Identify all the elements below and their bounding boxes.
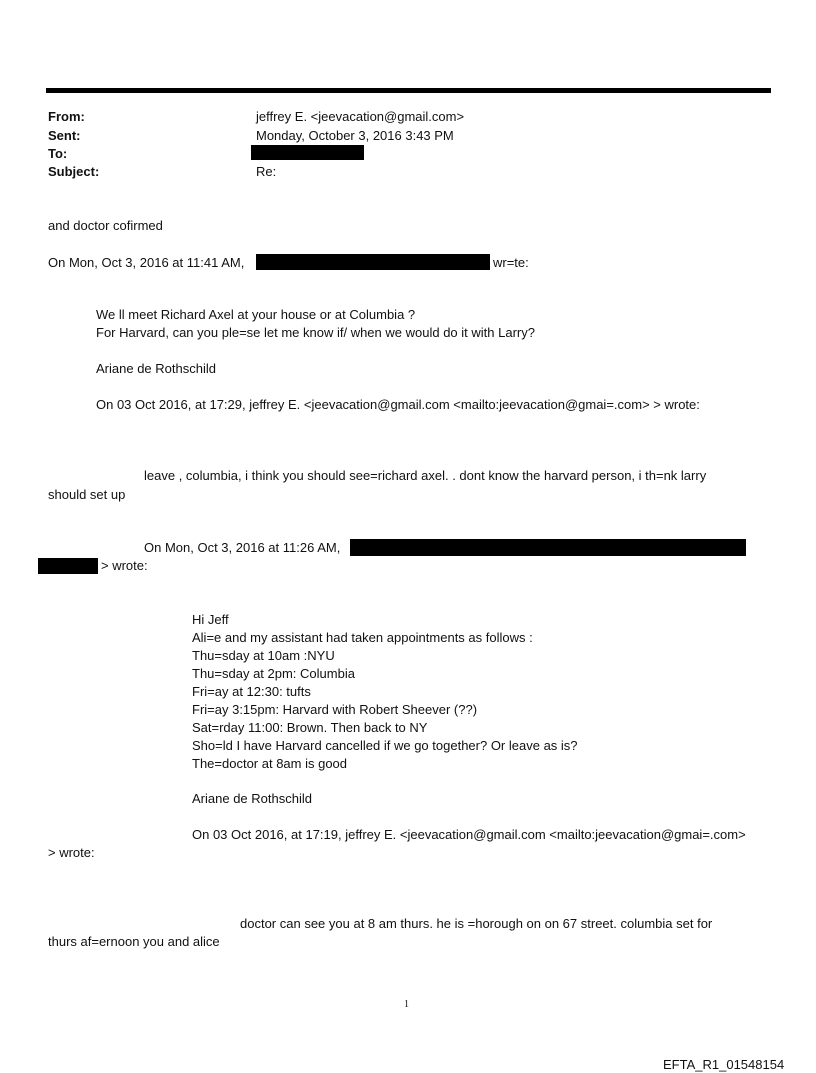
quote-line: The=doctor at 8am is good [192, 756, 348, 771]
quote-line: Fri=ay 3:15pm: Harvard with Robert Sheever (??) [192, 702, 478, 717]
quote-intro-cont: > wrote: [101, 558, 148, 573]
to-label: To: [48, 146, 68, 161]
quote-line: For Harvard, can you ple=se let me know if/ when we would do it with Larry? [96, 325, 535, 340]
quote-line: Fri=ay at 12:30: tufts [192, 684, 311, 699]
quote-line: Thu=sday at 2pm: Columbia [192, 666, 355, 681]
quote-line: Hi Jeff [192, 612, 229, 627]
document-id: EFTA_R1_01548154 [663, 1057, 785, 1072]
quote-line: should set up [48, 487, 126, 502]
from-value: jeffrey E. <jeevacation@gmail.com> [256, 109, 465, 124]
quote-line: Ali=e and my assistant had taken appointments as follows : [192, 630, 533, 645]
quote-line: leave , columbia, i think you should see=richard axel. . dont know the harvard person, i th=nk larry [144, 468, 707, 483]
subject-value: Re: [256, 164, 277, 179]
subject-label: Subject: [48, 164, 100, 179]
quote-line: thurs af=ernoon you and alice [48, 934, 220, 949]
sent-label: Sent: [48, 128, 81, 143]
from-label: From: [48, 109, 85, 124]
quote-line: We ll meet Richard Axel at your house or at Columbia ? [96, 307, 416, 322]
quote-line: Sat=rday 11:00: Brown. Then back to NY [192, 720, 428, 735]
email-redaction [38, 558, 98, 574]
quote-line: Thu=sday at 10am :NYU [192, 648, 335, 663]
quote-intro-suffix: wr=te: [493, 255, 529, 270]
signature: Ariane de Rothschild [96, 361, 216, 376]
page-number: 1 [404, 999, 409, 1010]
to-redaction [251, 145, 364, 160]
quote-intro: On Mon, Oct 3, 2016 at 11:41 AM, [48, 255, 245, 270]
quote-intro: On Mon, Oct 3, 2016 at 11:26 AM, [144, 540, 341, 555]
quote-line: Sho=ld I have Harvard cancelled if we go together? Or leave as is? [192, 738, 578, 753]
reply-intro: On 03 Oct 2016, at 17:19, jeffrey E. <jeevacation@gmail.com <mailto:jeevacation@gmai=.com> [192, 827, 746, 842]
sender-redaction [350, 539, 746, 556]
sent-value: Monday, October 3, 2016 3:43 PM [256, 128, 454, 143]
quote-line: doctor can see you at 8 am thurs. he is =horough on on 67 street. columbia set for [240, 916, 713, 931]
sender-redaction [256, 254, 490, 270]
reply-intro: On 03 Oct 2016, at 17:29, jeffrey E. <jeevacation@gmail.com <mailto:jeevacation@gmai=.com> > wrote: [96, 397, 700, 412]
signature: Ariane de Rothschild [192, 791, 312, 806]
body-line: and doctor cofirmed [48, 218, 163, 233]
header-rule [46, 88, 771, 93]
reply-intro-cont: > wrote: [48, 845, 95, 860]
